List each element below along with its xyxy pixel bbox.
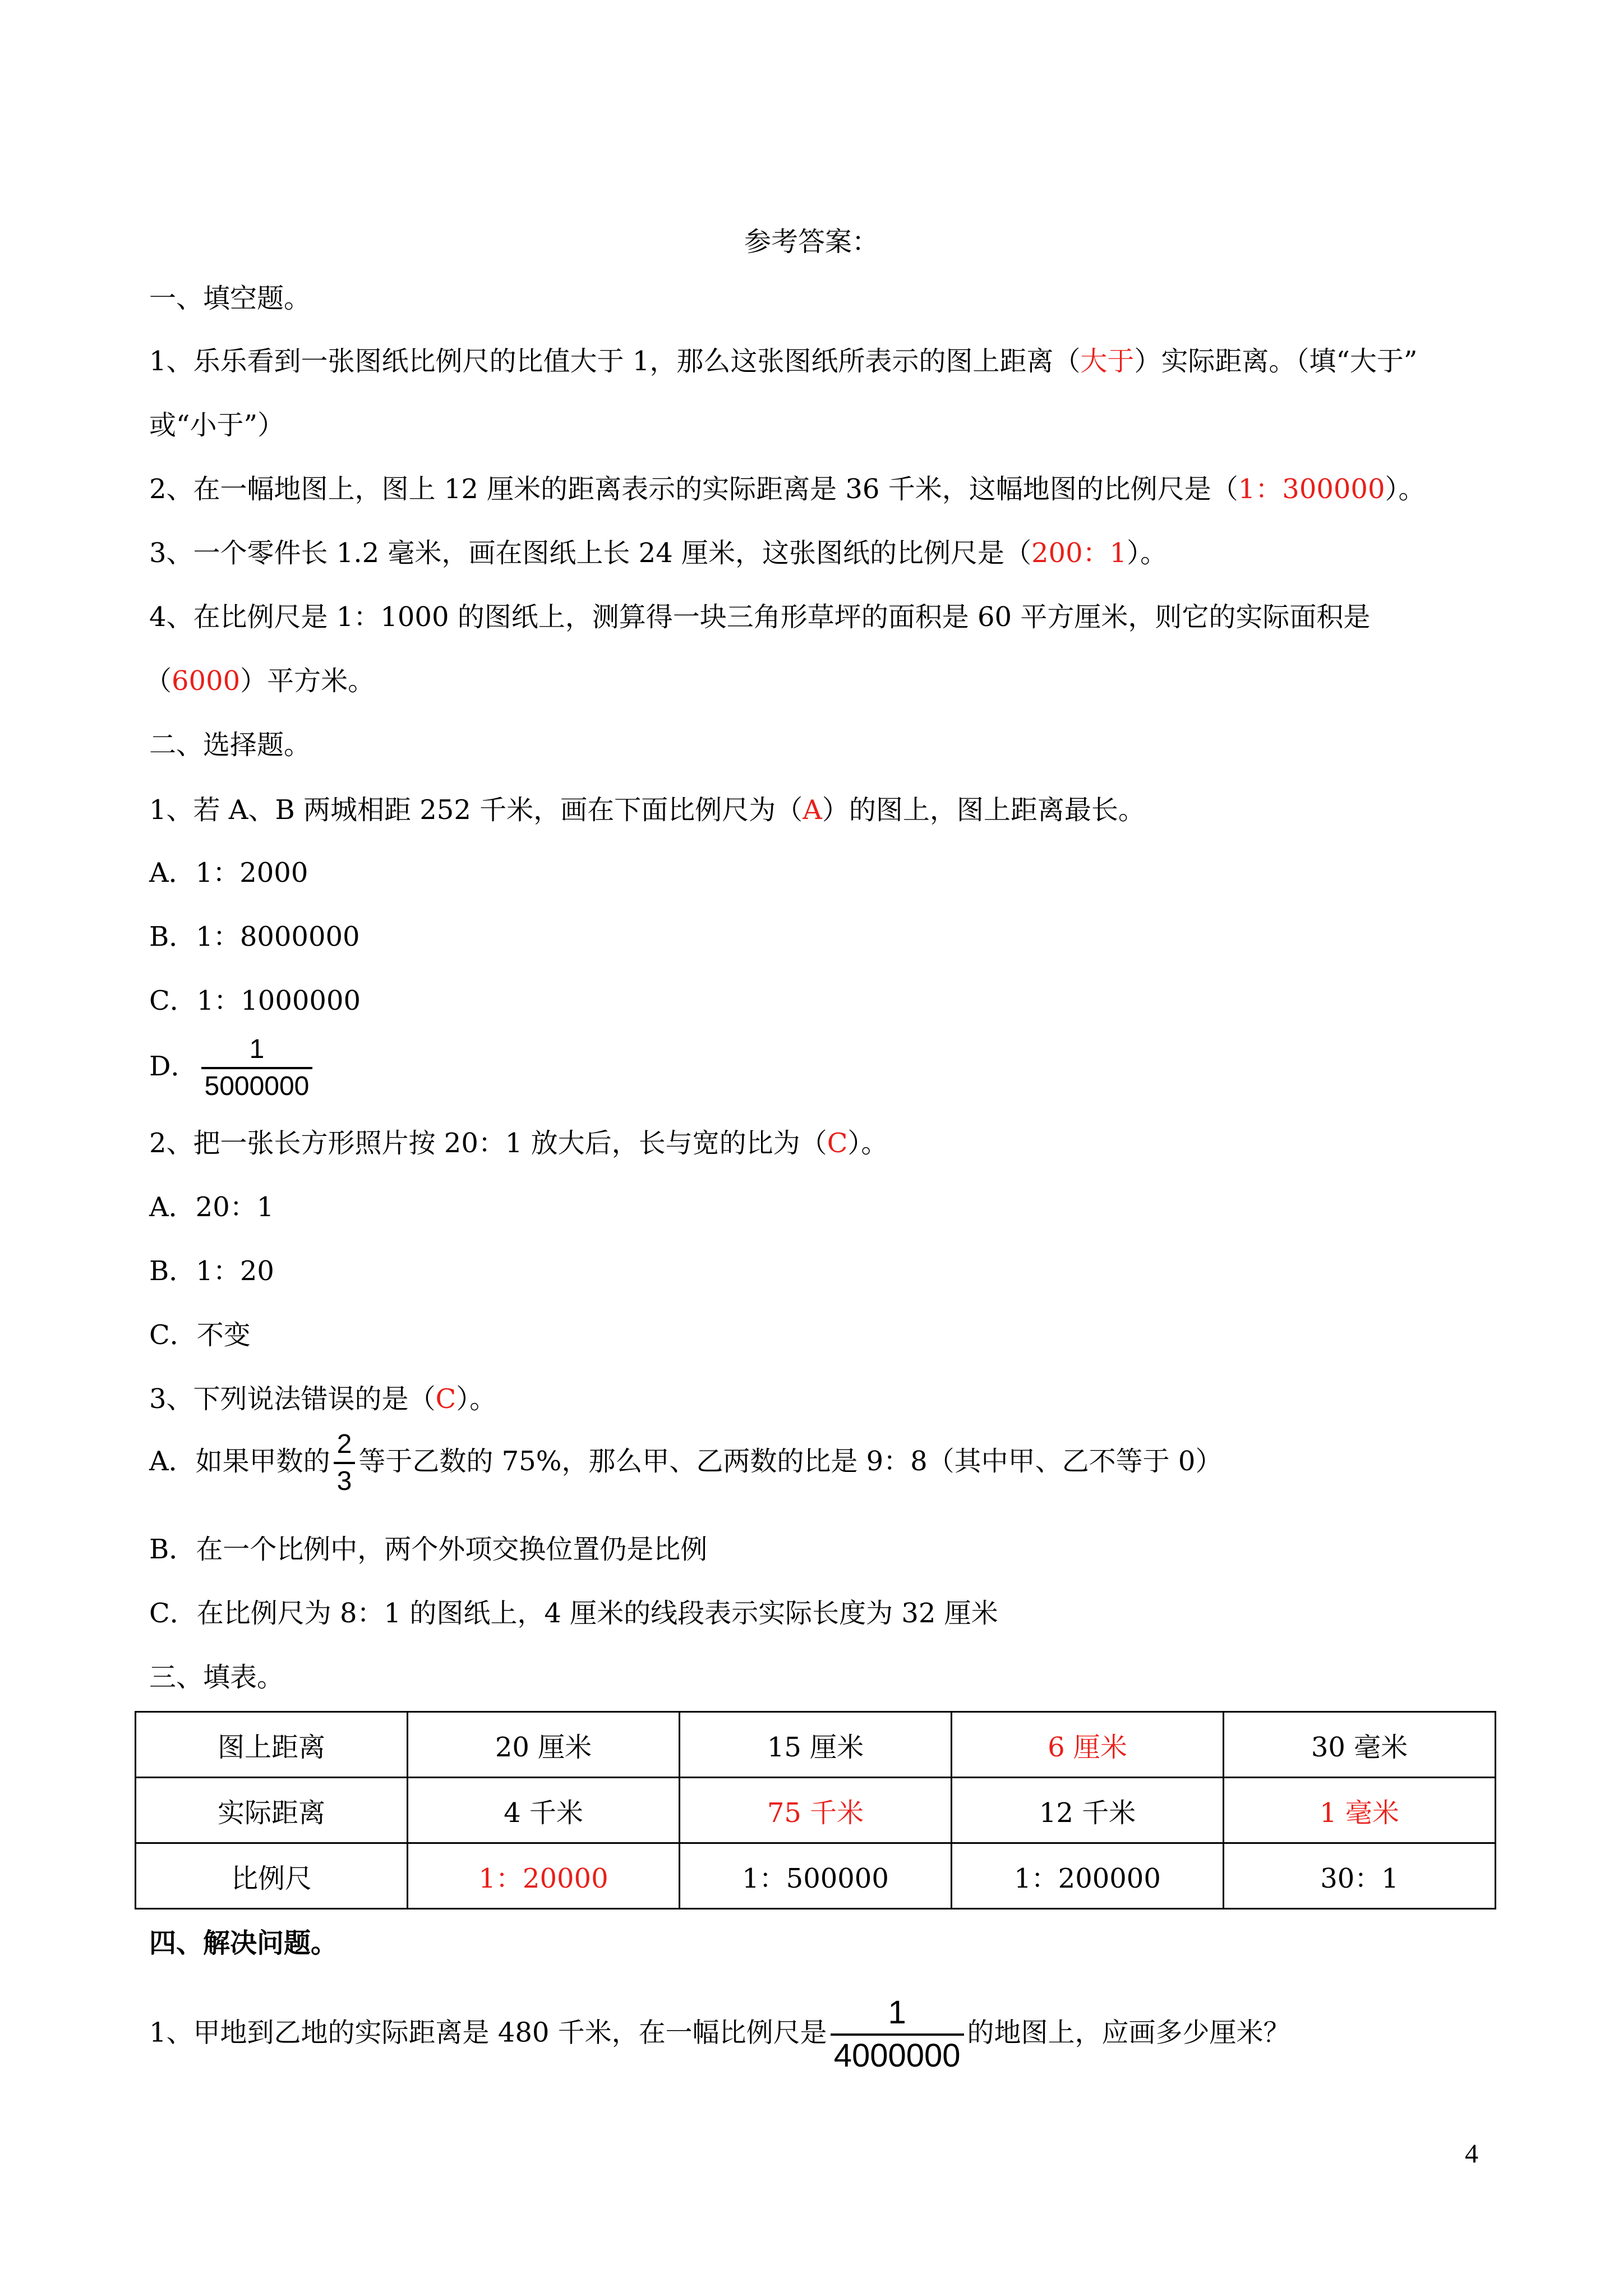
- s2-q1-option-a: A．1：2000: [149, 857, 308, 889]
- table-cell: 20 厘米: [408, 1712, 680, 1778]
- s2-q3-option-b: B．在一个比例中，两个外项交换位置仍是比例: [149, 1534, 708, 1565]
- s2-q3-option-c: C．在比例尺为 8：1 的图纸上，4 厘米的线段表示实际长度为 32 厘米: [149, 1598, 998, 1629]
- s1-q1: 1、乐乐看到一张图纸比例尺的比值大于 1，那么这张图纸所表示的图上距离（大于）实际距离。（填“大于”: [149, 346, 1418, 377]
- page-title: 参考答案：: [744, 226, 879, 257]
- section1-heading: 一、填空题。: [149, 283, 311, 314]
- table-cell-answer: 1：20000: [408, 1843, 680, 1909]
- s2-q3-option-a: A．如果甲数的 $\frac{2}{3}$ 等于乙数的 75%，那么甲、乙两数的比是 9：8（其中甲、乙不等于 0）: [149, 1429, 1223, 1497]
- s1-q2: 2、在一幅地图上，图上 12 厘米的距离表示的实际距离是 36 千米，这幅地图的比例尺是（1：300000）。: [149, 473, 1426, 505]
- table-cell: 30 毫米: [1224, 1712, 1496, 1778]
- s1-q4-line2: （6000）平方米。: [145, 665, 375, 697]
- s1-q4-line1: 4、在比例尺是 1：1000 的图纸上，测算得一块三角形草坪的面积是 60 平方厘米，则它的实际面积是: [149, 601, 1371, 633]
- table-cell: 12 千米: [952, 1778, 1224, 1843]
- table-cell-answer: 6 厘米: [952, 1712, 1224, 1778]
- section3-heading: 三、填表。: [149, 1662, 284, 1693]
- section4-heading: 四、解决问题。: [149, 1927, 338, 1959]
- s1-q3-answer: 200：1: [1031, 537, 1127, 569]
- s2-q2-answer: C: [827, 1128, 848, 1159]
- s2-q2-option-b: B．1：20: [149, 1255, 274, 1287]
- section2-heading: 二、选择题。: [149, 729, 311, 761]
- table-cell: 4 千米: [408, 1778, 680, 1843]
- s2-q1: 1、若 A、B 两城相距 252 千米，画在下面比例尺为（A）的图上，图上距离最长。: [149, 794, 1145, 826]
- table-row: [136, 1778, 1496, 1843]
- table-cell: 实际距离: [136, 1778, 408, 1843]
- s2-q3-answer: C: [435, 1383, 457, 1415]
- table-row: [136, 1843, 1496, 1909]
- s4-q1: 1、甲地到乙地的实际距离是 480 千米，在一幅比例尺是 $\frac{1}{4000000}$ 的地图上，应画多少厘米？: [149, 1994, 1290, 2074]
- s1-q4-answer: 6000: [172, 665, 241, 697]
- fraction-1-4000000: $\frac{1}{4000000}$: [831, 1996, 964, 2073]
- fraction-1-5000000: $\frac{1}{5000000}$: [201, 1036, 313, 1101]
- s1-q3: 3、一个零件长 1.2 毫米，画在图纸上长 24 厘米，这张图纸的比例尺是（200：1）。: [149, 537, 1168, 569]
- table-cell: 比例尺: [136, 1843, 408, 1909]
- table-cell: 1：500000: [680, 1843, 952, 1909]
- s2-q1-option-c: C．1：1000000: [149, 985, 361, 1016]
- s1-q1-answer: 大于: [1080, 346, 1135, 377]
- table-cell-answer: 75 千米: [680, 1778, 952, 1843]
- scale-table: [135, 1711, 1496, 1910]
- table-cell: 30：1: [1224, 1843, 1496, 1909]
- s2-q2: 2、把一张长方形照片按 20：1 放大后，长与宽的比为（C）。: [149, 1128, 888, 1159]
- page-number: 4: [1465, 2139, 1478, 2169]
- s1-q1-cont: 或“小于”）: [149, 409, 285, 441]
- table-cell-answer: 1 毫米: [1224, 1778, 1496, 1843]
- s2-q2-option-c: C．不变: [149, 1319, 251, 1351]
- table-row: [136, 1712, 1496, 1778]
- table-cell: 图上距离: [136, 1712, 408, 1778]
- s1-q2-answer: 1：300000: [1238, 473, 1385, 505]
- table-cell: 1：200000: [952, 1843, 1224, 1909]
- s2-q1-option-b: B．1：8000000: [149, 921, 360, 953]
- s2-q3: 3、下列说法错误的是（C）。: [149, 1383, 497, 1415]
- s2-q1-answer: A: [803, 794, 822, 826]
- table-cell: 15 厘米: [680, 1712, 952, 1778]
- s2-q1-option-d: D． $\frac{1}{5000000}$: [149, 1036, 316, 1101]
- s2-q2-option-a: A．20：1: [149, 1191, 274, 1223]
- fraction-2-3: $\frac{2}{3}$: [334, 1430, 356, 1496]
